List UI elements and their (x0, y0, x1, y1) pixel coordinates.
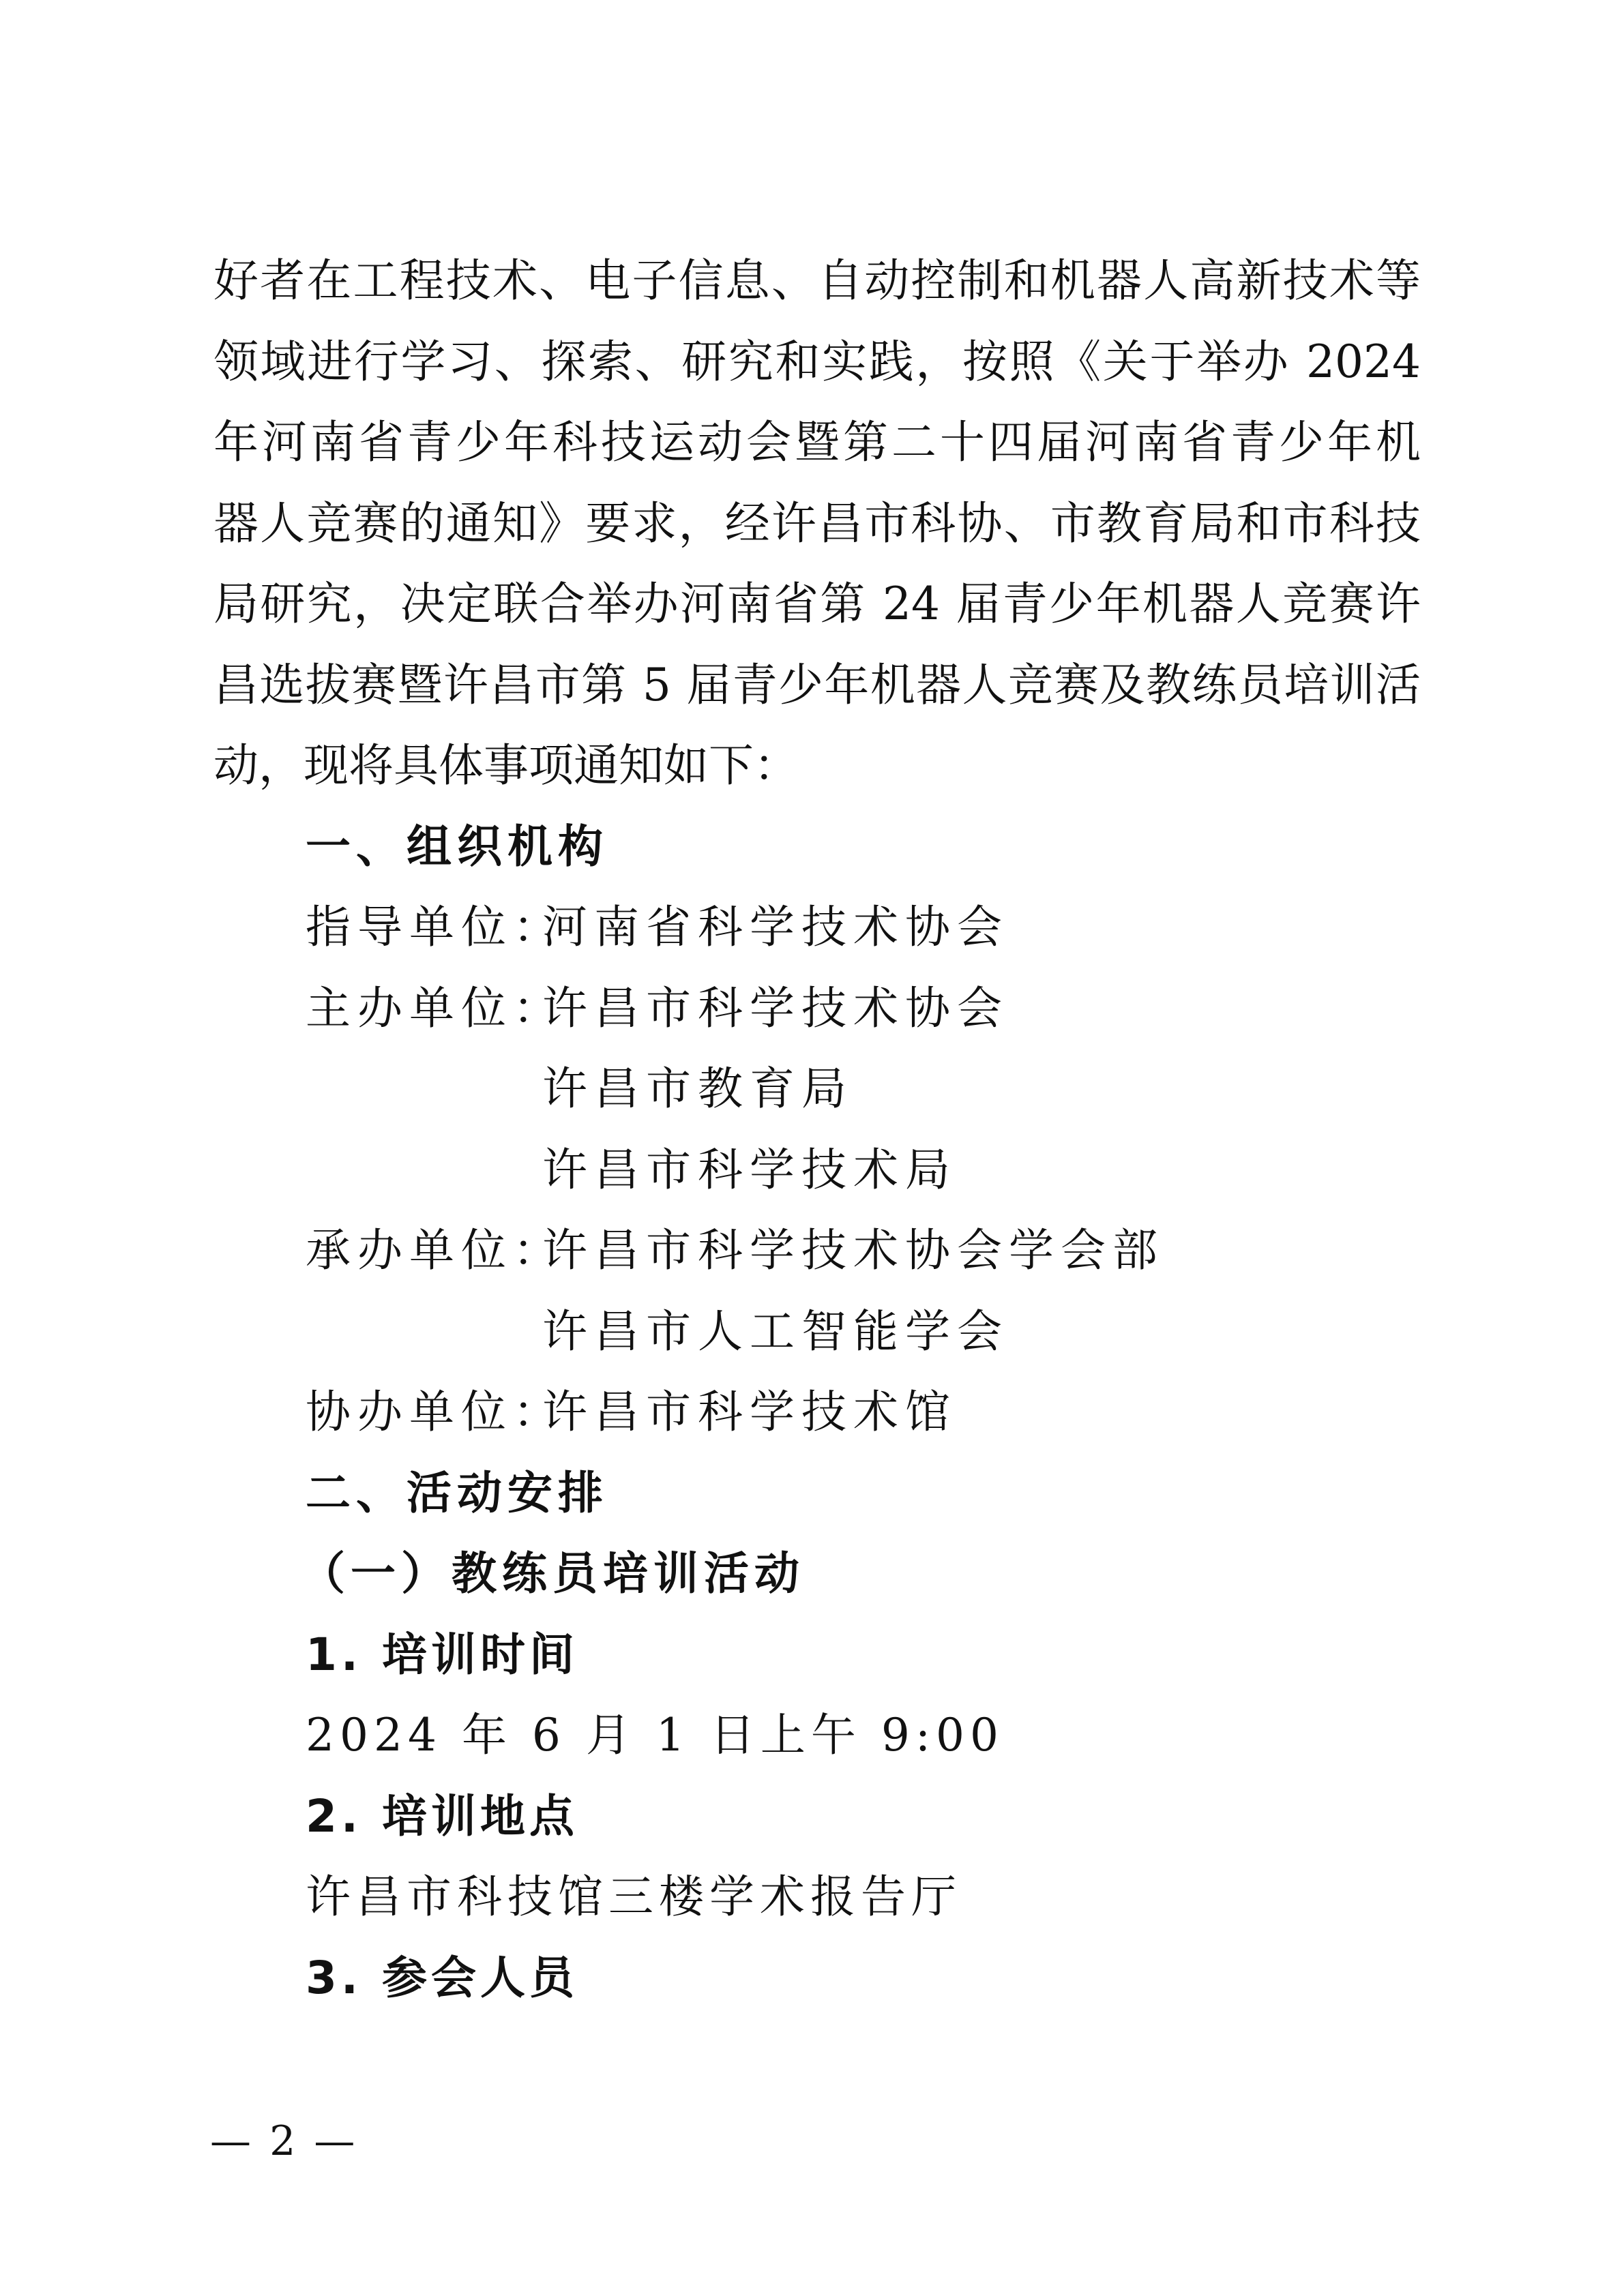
section-heading-activities: 二、活动安排 (306, 1467, 608, 1519)
intro-line-5: 局研究，决定联合举办河南省第 24 届青少年机器人竞赛许 (213, 578, 1421, 630)
intro-line-1: 好者在工程技术、电子信息、自动控制和机器人高新技术等 (213, 254, 1421, 307)
intro-line-3: 年河南省青少年科技运动会暨第二十四届河南省青少年机 (213, 416, 1421, 468)
training-location-value: 许昌市科技馆三楼学术报告厅 (306, 1870, 962, 1923)
section-heading-organization: 一、组织机构 (306, 820, 608, 873)
organizer-unit-label: 承办单位： (306, 1224, 565, 1277)
subsection-heading-coach-training: （一）教练员培训活动 (300, 1547, 805, 1600)
intro-line-7: 动，现将具体事项通知如下： (213, 739, 799, 792)
host-unit-label: 主办单位： (306, 982, 565, 1034)
training-time-title: 1. 培训时间 (306, 1628, 578, 1681)
host-unit-value-2: 许昌市教育局 (542, 1062, 853, 1115)
host-unit-value-1: 许昌市科学技术协会 (542, 982, 1009, 1034)
training-time-value: 2024 年 6 月 1 日上午 9:00 (306, 1709, 1005, 1761)
training-location-title: 2. 培训地点 (306, 1790, 578, 1843)
organizer-unit-value-1: 许昌市科学技术协会学会部 (542, 1224, 1164, 1277)
attendees-title: 3. 参会人员 (306, 1952, 578, 2004)
organizer-unit-value-2: 许昌市人工智能学会 (542, 1305, 1009, 1358)
coorganizer-unit-value: 许昌市科学技术馆 (542, 1386, 957, 1438)
page-number: — 2 — (210, 2117, 358, 2165)
coorganizer-unit-label: 协办单位： (306, 1386, 565, 1438)
guide-unit-value: 河南省科学技术协会 (542, 901, 1009, 953)
guide-unit-label: 指导单位： (306, 901, 565, 953)
intro-line-6: 昌选拔赛暨许昌市第 5 届青少年机器人竞赛及教练员培训活 (213, 659, 1421, 711)
intro-line-2: 领域进行学习、探索、研究和实践，按照《关于举办 2024 (213, 336, 1421, 388)
intro-line-4: 器人竞赛的通知》要求，经许昌市科协、市教育局和市科技 (213, 497, 1421, 550)
host-unit-value-3: 许昌市科学技术局 (542, 1144, 957, 1196)
